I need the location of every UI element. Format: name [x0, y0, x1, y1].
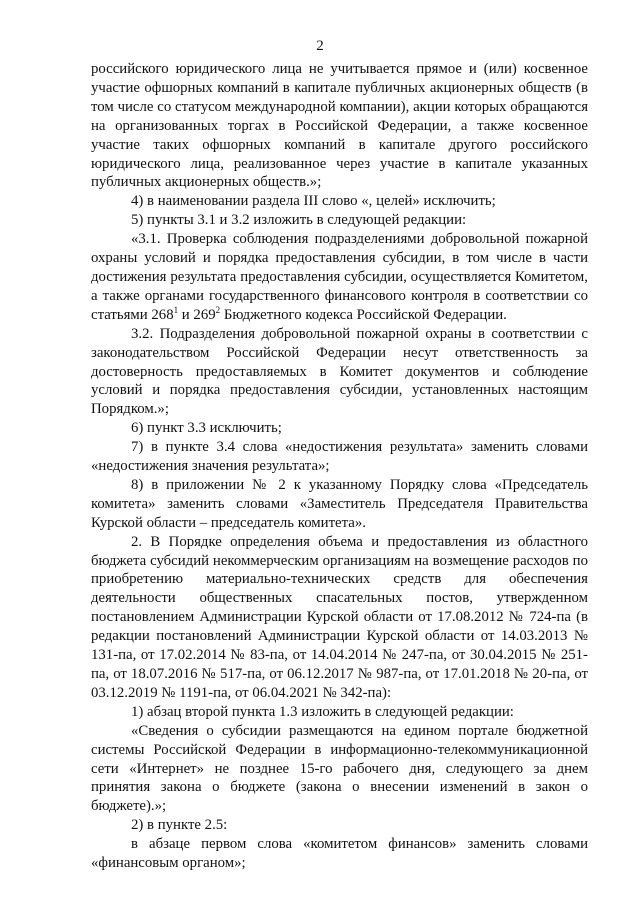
paragraph-item-8: 8) в приложении № 2 к указанному Порядку слова «Председатель комитета» заменить словами «Заместитель Председателя Правительства Курской области – председатель комитета». [91, 476, 588, 531]
paragraph-clause-3-1 [91, 230, 588, 325]
paragraph-item-7: 7) в пункте 3.4 слова «недостижения результата» заменить словами «недостижения значения результата»; [91, 439, 588, 475]
paragraph-finance-body: в абзаце первом слова «комитетом финансов» заменить словами «финансовым органом»; [91, 836, 588, 872]
paragraph-section-2: 2. В Порядке определения объема и предоставления из областного бюджета субсидий некоммерческим организациям на возмещение расходов по приобретению материально-технических средств для обеспечения деятельности общественных спасательных постов, утвержденном постановлением Администрации Курской области от 17.08.2012 № 724-па (в редакции постановлений Администрации Курской области от 14.03.2013 № 131-па, от 17.02.2014 № 83-па, от 14.04.2014 № 247-па, от 30.04.2015 № 251-па, от 18.07.2016 № 517-па, от 06.12.2017 № 987-па, от 17.01.2018 № 20-па, от 03.12.2019 № 1191-па, от 06.04.2021 № 342-па): [91, 533, 588, 701]
article-269-superscript: 2 [215, 304, 221, 315]
document-body [91, 60, 588, 873]
paragraph-item-6: 6) пункт 3.3 исключить; [131, 420, 282, 437]
paragraph-clause-3-2: 3.2. Подразделения добровольной пожарной охраны в соответствии с законодательством Российской Федерации несут ответственность за достоверность предоставляемых в Комитет документов и соблюдение условий и порядка предоставления субсидии, установленных настоящим Порядком.»; [91, 325, 588, 418]
paragraph-subitem-1: 1) абзац второй пункта 1.3 изложить в следующей редакции: [131, 703, 514, 720]
paragraph-subitem-2: 2) в пункте 2.5: [131, 817, 228, 834]
paragraph-item-5: 5) пункты 3.1 и 3.2 изложить в следующей редакции: [131, 212, 467, 229]
paragraph-subsidy-info: «Сведения о субсидии размещаются на едином портале бюджетной системы Российской Федерации в информационно-телекоммуникационной сети «Интернет» не позднее 15-го рабочего дня, следующего за днем принятия закона о бюджете (закона о внесении изменений в закон о бюджете).»; [91, 722, 588, 815]
clause-3-1-text-middle: и 269 [178, 306, 216, 323]
paragraph-item-4: 4) в наименовании раздела III слово «, целей» исключить; [131, 193, 496, 210]
article-268-superscript: 1 [173, 304, 179, 315]
clause-3-1-text-start: «3.1. Проверка соблюдения подразделениями добровольной пожарной охраны условий и порядка предоставления субсидии, в том числе в части достижения результата предоставления субсидии, осуществляется Комитетом, а также органами государственного финансового контроля в соответствии со статьями 268 [91, 231, 588, 323]
page-number: 2 [316, 38, 324, 54]
clause-3-1-text-end: Бюджетного кодекса Российской Федерации. [220, 306, 507, 323]
paragraph-offshore-continuation: российского юридического лица не учитывается прямое и (или) косвенное участие офшорных компаний в капитале публичных акционерных обществ (в том числе со статусом международной компании), акции которых обращаются на организованных торгах в Российской Федерации, а также косвенное участие таких офшорных компаний в капитале другого российского юридического лица, реализованное через участие в капитале указанных публичных акционерных обществ.»; [91, 61, 588, 191]
